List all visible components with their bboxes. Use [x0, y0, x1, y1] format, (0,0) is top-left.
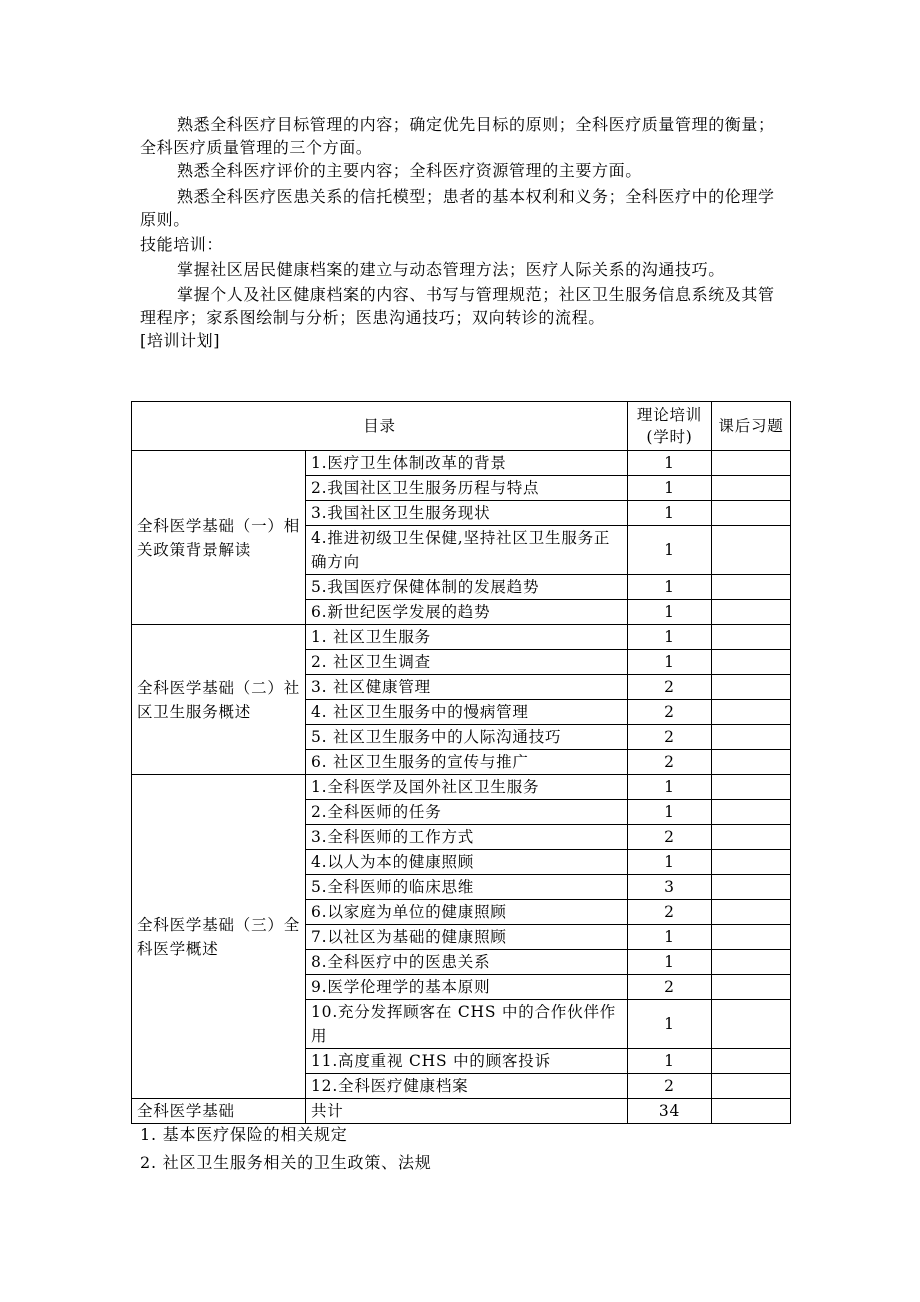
topic-cell: 12.全科医疗健康档案	[306, 1074, 628, 1099]
total-topic: 共计	[306, 1099, 628, 1124]
table-row	[132, 775, 791, 800]
exercise-cell	[712, 775, 791, 800]
skills-heading: 技能培训：	[140, 235, 224, 254]
topic-cell: 4.以人为本的健康照顾	[306, 850, 628, 875]
hours-cell: 1	[628, 650, 712, 675]
exercise-cell	[712, 850, 791, 875]
group-title-1: 全科医学基础（一）相关政策背景解读	[132, 451, 306, 625]
skill-item-2: 掌握个人及社区健康档案的内容、书写与管理规范；社区卫生服务信息系统及其管理程序；家系图绘制与分析；医患沟通技巧；双向转诊的流程。	[140, 285, 775, 327]
plan-heading: [培训计划]	[140, 331, 221, 350]
topic-cell: 3.我国社区卫生服务现状	[306, 501, 628, 526]
hours-cell: 1	[628, 850, 712, 875]
topic-cell: 4.推进初级卫生保健,坚持社区卫生服务正确方向	[306, 526, 628, 575]
topic-cell: 5.全科医师的临床思维	[306, 875, 628, 900]
hours-cell: 2	[628, 675, 712, 700]
header-exercises: 课后习题	[712, 402, 791, 451]
exercise-cell	[712, 925, 791, 950]
hours-cell: 3	[628, 875, 712, 900]
hours-cell: 1	[628, 775, 712, 800]
hours-cell: 1	[628, 1000, 712, 1049]
topic-cell: 10.充分发挥顾客在 CHS 中的合作伙伴作用	[306, 1000, 628, 1049]
table-row	[132, 625, 791, 650]
exercise-cell	[712, 1099, 791, 1124]
header-theory-hours: 理论培训(学时)	[628, 402, 712, 451]
hours-cell: 1	[628, 451, 712, 476]
exercise-cell	[712, 1000, 791, 1049]
exercise-cell	[712, 675, 791, 700]
exercise-cell	[712, 1074, 791, 1099]
exercise-cell	[712, 1049, 791, 1074]
header-catalog: 目录	[132, 402, 628, 451]
topic-cell: 5. 社区卫生服务中的人际沟通技巧	[306, 725, 628, 750]
exercise-cell	[712, 650, 791, 675]
exercise-cell	[712, 526, 791, 575]
paragraph-doctor-patient: 熟悉全科医疗医患关系的信托模型；患者的基本权利和义务；全科医疗中的伦理学原则。	[140, 187, 775, 229]
paragraph-evaluation: 熟悉全科医疗评价的主要内容；全科医疗资源管理的主要方面。	[177, 161, 642, 180]
hours-cell: 1	[628, 800, 712, 825]
topic-cell: 9.医学伦理学的基本原则	[306, 975, 628, 1000]
skill-item-1: 掌握社区居民健康档案的建立与动态管理方法；医疗人际关系的沟通技巧。	[177, 260, 725, 279]
topic-cell: 2.全科医师的任务	[306, 800, 628, 825]
total-hours: 34	[628, 1099, 712, 1124]
exercise-cell	[712, 476, 791, 501]
exercise-cell	[712, 501, 791, 526]
topic-cell: 8.全科医疗中的医患关系	[306, 950, 628, 975]
hours-cell: 1	[628, 1049, 712, 1074]
hours-cell: 1	[628, 526, 712, 575]
exercise-cell	[712, 875, 791, 900]
hours-cell: 1	[628, 600, 712, 625]
paragraph-quality-management: 熟悉全科医疗目标管理的内容；确定优先目标的原则；全科医疗质量管理的衡量；全科医疗质量管理的三个方面。	[140, 115, 775, 157]
topic-cell: 2. 社区卫生调查	[306, 650, 628, 675]
exercise-cell	[712, 700, 791, 725]
topic-cell: 6.以家庭为单位的健康照顾	[306, 900, 628, 925]
topic-cell: 11.高度重视 CHS 中的顾客投诉	[306, 1049, 628, 1074]
hours-cell: 2	[628, 900, 712, 925]
hours-cell: 1	[628, 925, 712, 950]
hours-cell: 1	[628, 625, 712, 650]
topic-cell: 5.我国医疗保健体制的发展趋势	[306, 575, 628, 600]
exercise-cell	[712, 800, 791, 825]
hours-cell: 2	[628, 825, 712, 850]
footer-item-2: 2. 社区卫生服务相关的卫生政策、法规	[140, 1153, 432, 1172]
hours-cell: 1	[628, 476, 712, 501]
hours-cell: 1	[628, 575, 712, 600]
training-plan-table	[131, 401, 791, 1124]
group-title-3: 全科医学基础（三）全科医学概述	[132, 775, 306, 1099]
exercise-cell	[712, 950, 791, 975]
topic-cell: 2.我国社区卫生服务历程与特点	[306, 476, 628, 501]
exercise-cell	[712, 900, 791, 925]
topic-cell: 3.全科医师的工作方式	[306, 825, 628, 850]
total-label: 全科医学基础	[132, 1099, 306, 1124]
group-title-2: 全科医学基础（二）社区卫生服务概述	[132, 625, 306, 775]
exercise-cell	[712, 725, 791, 750]
hours-cell: 2	[628, 975, 712, 1000]
hours-cell: 1	[628, 950, 712, 975]
exercise-cell	[712, 625, 791, 650]
table-header-row	[132, 402, 791, 451]
topic-cell: 3. 社区健康管理	[306, 675, 628, 700]
total-row	[132, 1099, 791, 1124]
hours-cell: 1	[628, 501, 712, 526]
table-row	[132, 451, 791, 476]
topic-cell: 7.以社区为基础的健康照顾	[306, 925, 628, 950]
exercise-cell	[712, 750, 791, 775]
hours-cell: 2	[628, 1074, 712, 1099]
exercise-cell	[712, 975, 791, 1000]
topic-cell: 1.全科医学及国外社区卫生服务	[306, 775, 628, 800]
exercise-cell	[712, 575, 791, 600]
exercise-cell	[712, 600, 791, 625]
topic-cell: 6. 社区卫生服务的宣传与推广	[306, 750, 628, 775]
topic-cell: 4. 社区卫生服务中的慢病管理	[306, 700, 628, 725]
hours-cell: 2	[628, 750, 712, 775]
topic-cell: 6.新世纪医学发展的趋势	[306, 600, 628, 625]
hours-cell: 2	[628, 700, 712, 725]
exercise-cell	[712, 451, 791, 476]
footer-item-1: 1. 基本医疗保险的相关规定	[140, 1125, 348, 1144]
topic-cell: 1.医疗卫生体制改革的背景	[306, 451, 628, 476]
exercise-cell	[712, 825, 791, 850]
topic-cell: 1. 社区卫生服务	[306, 625, 628, 650]
hours-cell: 2	[628, 725, 712, 750]
